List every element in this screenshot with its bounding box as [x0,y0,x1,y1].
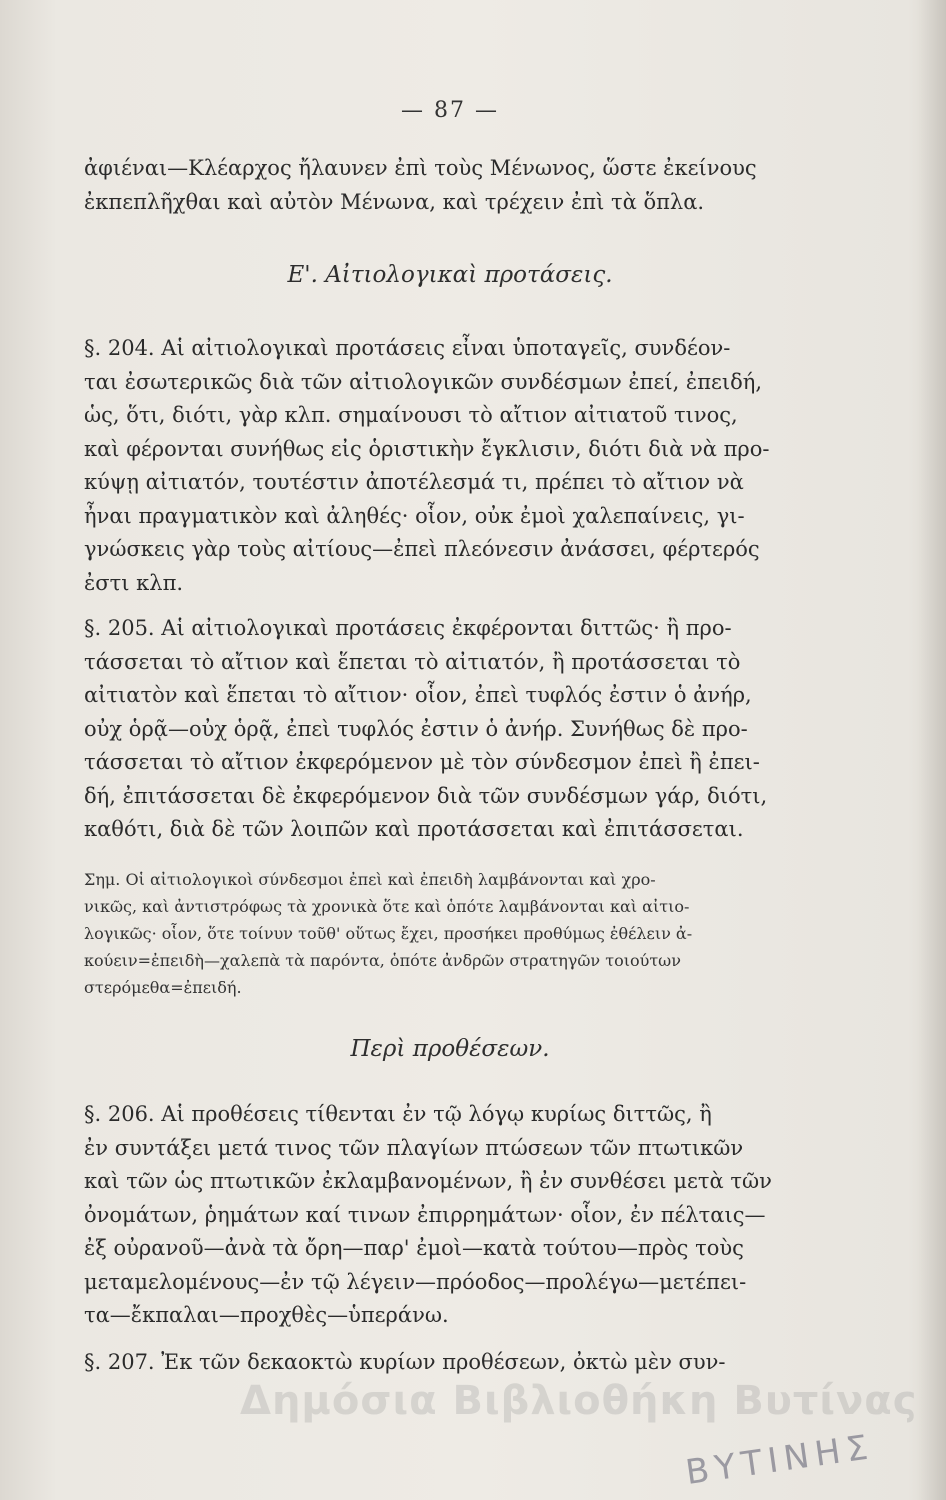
text-line: ἦναι πραγματικὸν καὶ ἀληθές· οἷον, οὐκ ἐμοὶ χαλεπαίνεις, γι- [84,503,745,528]
footnote [84,866,824,1001]
text-line: ἐξ οὐρανοῦ—ἀνὰ τὰ ὄρη—παρ' ἐμοὶ—κατὰ τούτου—πρὸς τοὺς [84,1236,744,1260]
text-line: μεταμελομένους—ἐν τῷ λέγειν—πρόοδος—προλέγω—μετέπει- [84,1269,747,1294]
intro-paragraph [84,152,824,219]
text-line: §. 204. Αἱ αἰτιολογικαὶ προτάσεις εἶναι ὑποταγεῖς, συνδέον- [84,336,731,360]
text-line: ται ἐσωτερικῶς διὰ τῶν αἰτιολογικῶν συνδέσμων ἐπεί, ἐπειδή, [84,369,763,394]
text-line: αἰτιατὸν καὶ ἕπεται τὸ αἴτιον· οἷον, ἐπεὶ τυφλός ἐστιν ὁ ἀνήρ, [84,683,752,707]
text-line: καὶ φέρονται συνήθως εἰς ὁριστικὴν ἔγκλισιν, διότι διὰ νὰ προ- [84,436,770,461]
text-line: κύψῃ αἰτιατόν, τουτέστιν ἀποτέλεσμά τι, πρέπει τὸ αἴτιον νὰ [84,470,744,494]
library-stamp: ΒΥΤΙΝΗΣ [682,1427,876,1493]
note-line: λογικῶς· οἷον, ὅτε τοίνυν τοῦθ' οὕτως ἔχει, προσήκει προθύμως ἐθέλειν ἀ- [84,924,693,943]
text-line: δή, ἐπιτάσσεται δὲ ἐκφερόμενον διὰ τῶν συνδέσμων γάρ, διότι, [84,783,768,808]
text-line: §. 205. Αἱ αἰτιολογικαὶ προτάσεις ἐκφέρονται διττῶς· ἢ προ- [84,616,732,640]
paragraph-204 [84,332,824,600]
text-line: γνώσκεις γὰρ τοὺς αἰτίους—ἐπεὶ πλεόνεσιν ἀνάσσει, φέρτερός [84,537,760,561]
text-line: ἐν συντάξει μετά τινος τῶν πλαγίων πτώσεων τῶν πτωτικῶν [84,1135,744,1160]
text-line: οὐχ ὁρᾷ—οὐχ ὁρᾷ, ἐπεὶ τυφλός ἐστιν ὁ ἀνήρ. Συνήθως δὲ προ- [84,716,748,741]
text-line: §. 206. Αἱ προθέσεις τίθενται ἐν τῷ λόγῳ κυρίως διττῶς, ἢ [84,1102,712,1126]
page-edge-shadow [918,0,946,1500]
text-line: ἀφιέναι—Κλέαρχος ἤλαυνεν ἐπὶ τοὺς Μένωνος, ὥστε ἐκείνους [84,156,757,180]
text-line: τα—ἔκπαλαι—προχθὲς—ὑπεράνω. [84,1303,449,1327]
text-line: ἐκπεπλῆχθαι καὶ αὐτὸν Μένωνα, καὶ τρέχειν ἐπὶ τὰ ὅπλα. [84,189,705,214]
note-line: κούειν=ἐπειδὴ—χαλεπὰ τὰ παρόντα, ὁπότε ἀνδρῶν στρατηγῶν τοιούτων [84,951,681,970]
text-line: καθότι, διὰ δὲ τῶν λοιπῶν καὶ προτάσσεται καὶ ἐπιτάσσεται. [84,817,744,841]
paragraph-207 [84,1346,824,1380]
text-line: τάσσεται τὸ αἴτιον ἐκφερόμενον μὲ τὸν σύνδεσμον ἐπεὶ ἢ ἐπει- [84,750,760,774]
note-line: Σημ. Οἱ αἰτιολογικοὶ σύνδεσμοι ἐπεὶ καὶ ἐπειδὴ λαμβάνονται καὶ χρο- [84,870,656,889]
text-line: ὡς, ὅτι, διότι, γὰρ κλπ. σημαίνουσι τὸ αἴτιον αἰτιατοῦ τινος, [84,403,738,427]
text-line: καὶ τῶν ὡς πτωτικῶν ἐκλαμβανομένων, ἢ ἐν συνθέσει μετὰ τῶν [84,1169,772,1193]
note-line: στερόμεθα=ἐπειδή. [84,978,242,997]
prepositions-heading: Περὶ προθέσεων. [350,1036,550,1062]
library-watermark: Δημόσια Βιβλιοθήκη Βυτίνας [240,1378,918,1424]
paragraph-205 [84,612,824,847]
text-line: ἐστι κλπ. [84,570,184,595]
section-heading: Ε'. Αἰτιολογικαὶ προτάσεις. [287,262,613,288]
paragraph-206 [84,1098,824,1333]
note-line: νικῶς, καὶ ἀντιστρόφως τὰ χρονικὰ ὅτε καὶ ὁπότε λαμβάνονται καὶ αἰτιο- [84,897,690,916]
text-line: τάσσεται τὸ αἴτιον καὶ ἕπεται τὸ αἰτιατόν, ἢ προτάσσεται τὸ [84,649,741,674]
text-line: ὀνομάτων, ῥημάτων καί τινων ἐπιρρημάτων· οἷον, ἐν πέλταις— [84,1202,766,1227]
text-line: §. 207. Ἐκ τῶν δεκαοκτὼ κυρίων προθέσεων, ὀκτὼ μὲν συν- [84,1350,726,1374]
page-number: — 87 — [401,98,499,123]
